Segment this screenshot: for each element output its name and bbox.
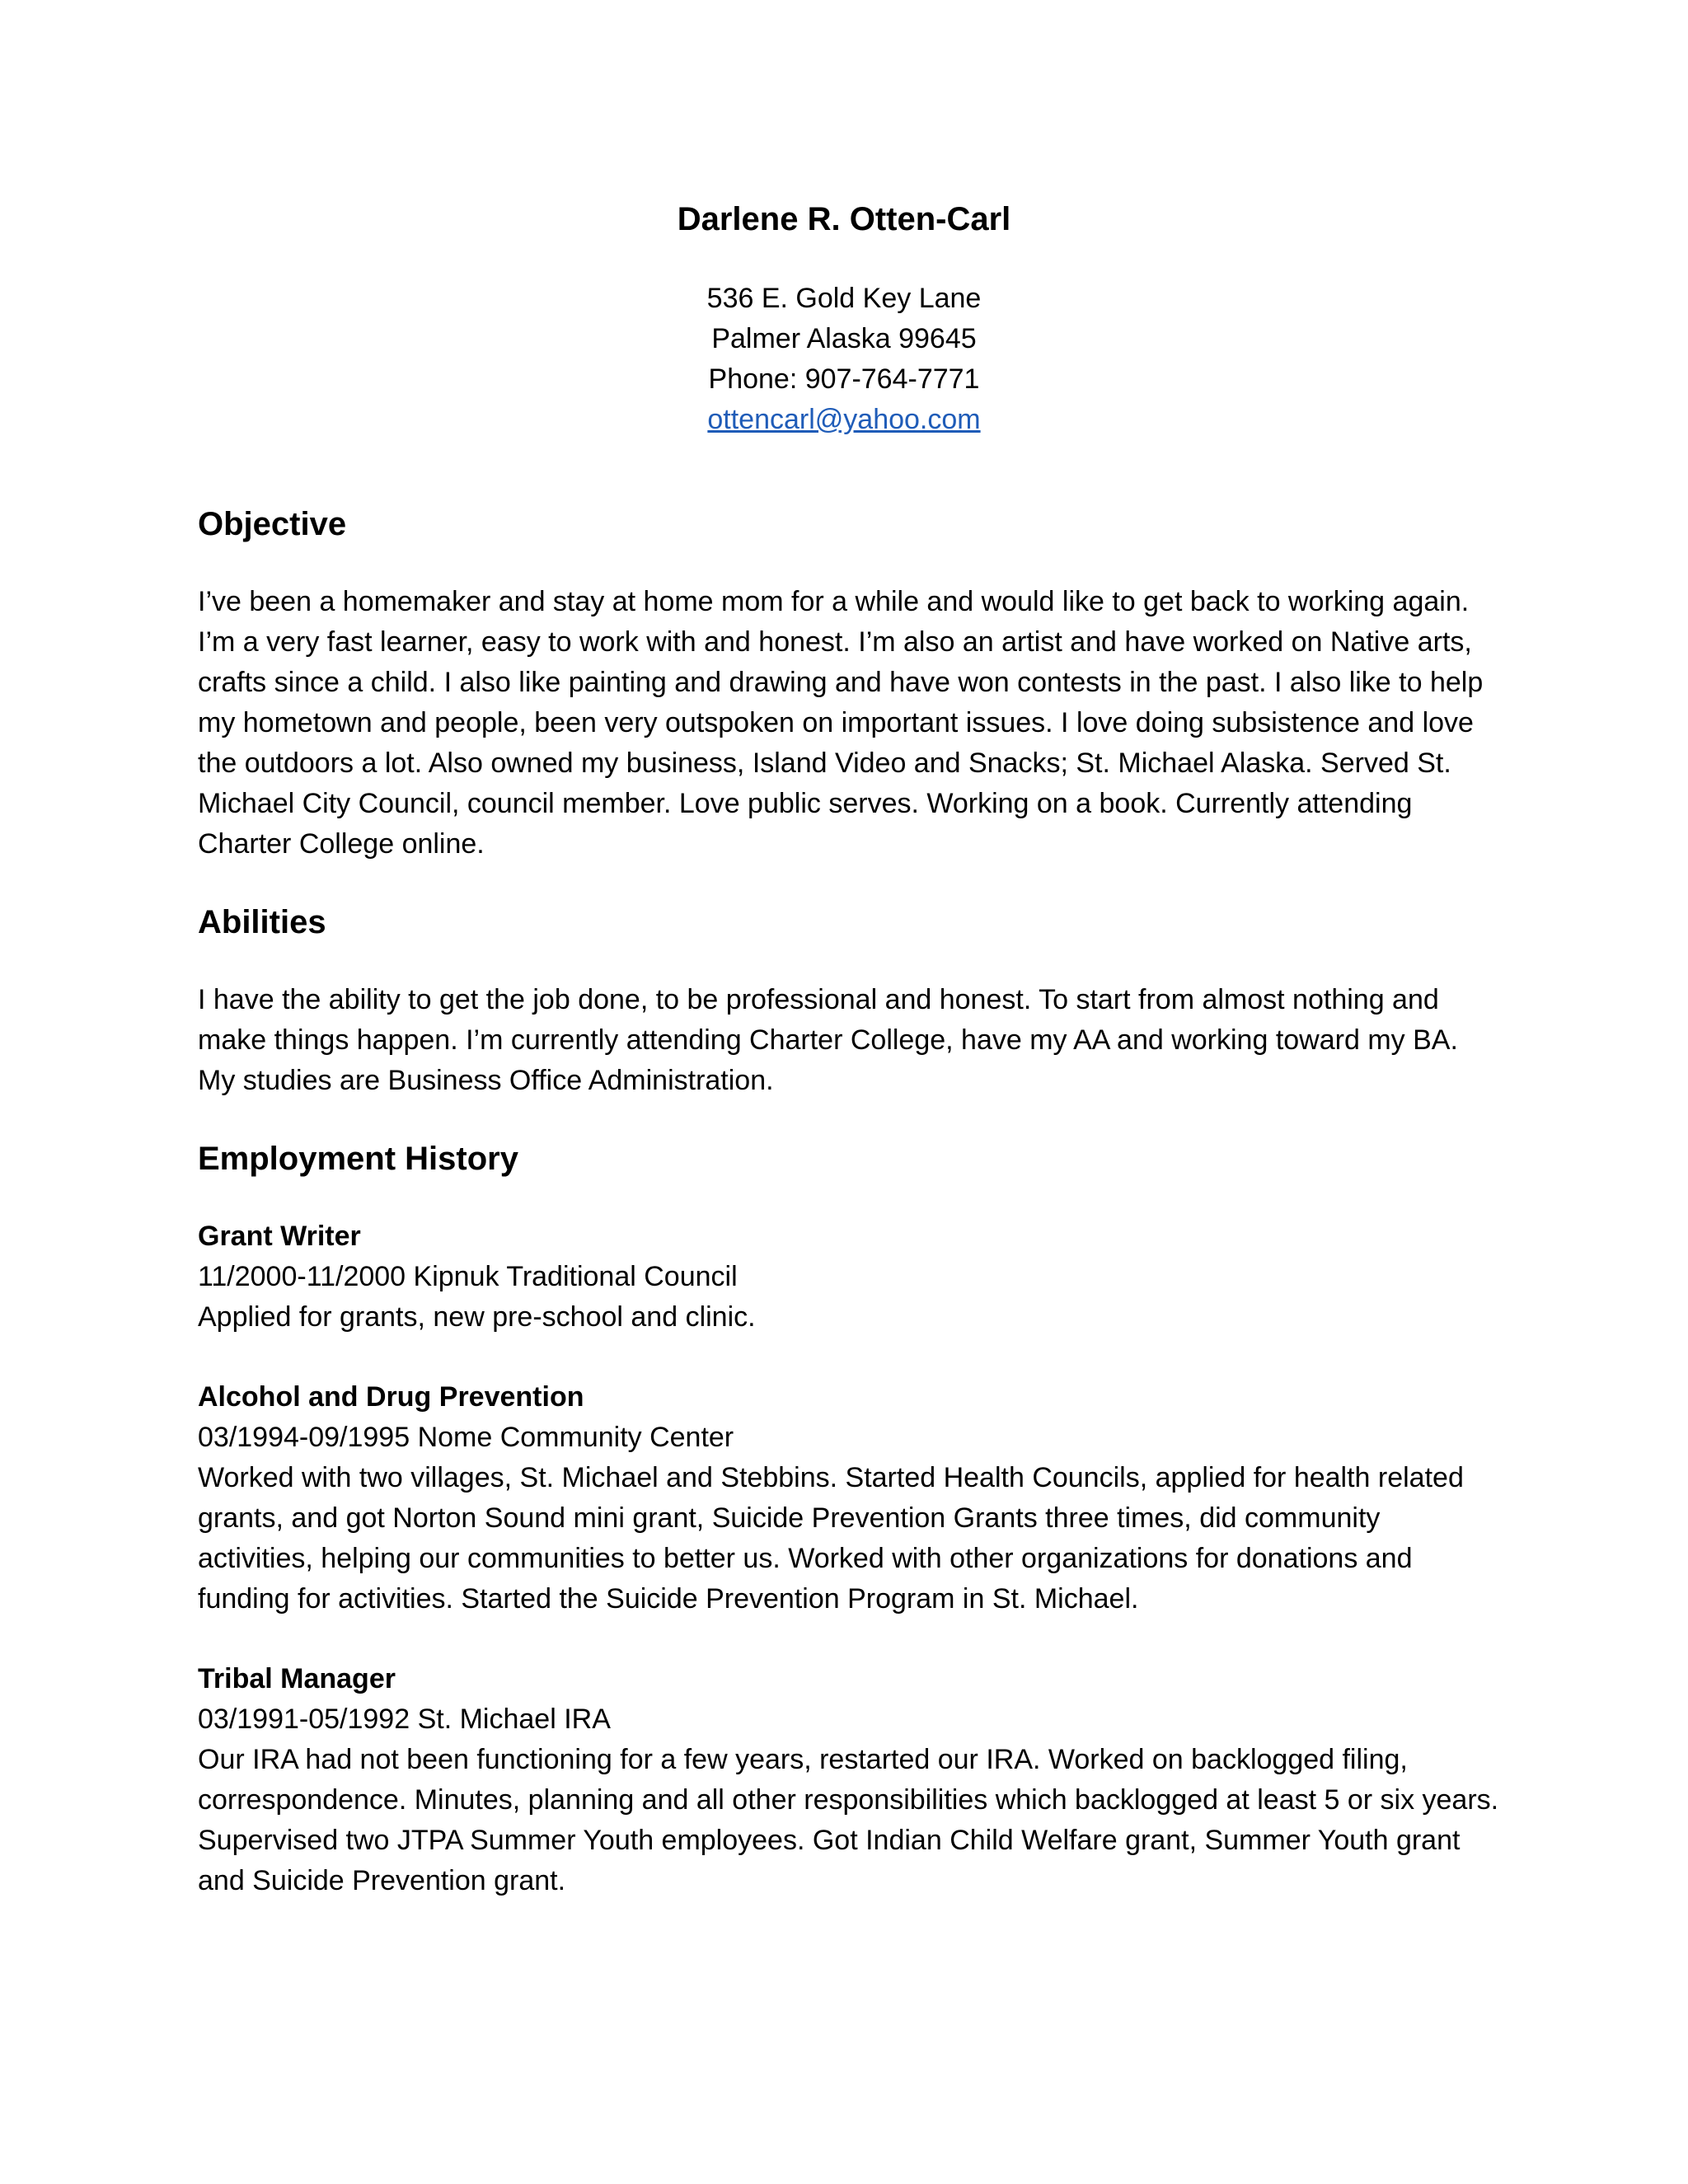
email-line bbox=[0, 400, 1688, 440]
abilities-heading: Abilities bbox=[198, 904, 326, 940]
job-dates-organization: 11/2000-11/2000 Kipnuk Traditional Council bbox=[198, 1261, 738, 1292]
objective-heading: Objective bbox=[198, 506, 347, 542]
resume-body bbox=[198, 503, 1500, 1941]
email-link[interactable]: ottencarl@yahoo.com bbox=[707, 404, 981, 435]
job-title: Tribal Manager bbox=[198, 1663, 396, 1694]
objective-text: I’ve been a homemaker and stay at home mom for a while and would like to get back to working again. I’m a very fast learner, easy to work with and honest. I’m also an artist and have worked on Native arts, crafts since a child. I also like painting and drawing and have won contests in the past. I also like to help my hometown and people, been very outspoken on important issues. I love doing subsistence and love the outdoors a lot. Also owned my business, Island Video and Snacks; St. Michael Alaska. Served St. Michael City Council, council member. Love public serves. Working on a book. Currently attending Charter College online. bbox=[198, 586, 1484, 860]
address-line-1: 536 E. Gold Key Lane bbox=[706, 283, 982, 314]
job-entry-tribal-manager bbox=[198, 1659, 1500, 1901]
job-title: Grant Writer bbox=[198, 1221, 361, 1252]
employment-section bbox=[198, 1137, 1500, 1901]
job-entry-alcohol-drug-prevention bbox=[198, 1377, 1500, 1619]
phone-number: Phone: 907-764-7771 bbox=[708, 363, 980, 395]
abilities-text: I have the ability to get the job done, to be professional and honest. To start from almost nothing and make things happen. I’m currently attending Charter College, have my AA and working toward my BA. My studies are Business Office Administration. bbox=[198, 984, 1458, 1096]
resume-header bbox=[0, 198, 1688, 440]
abilities-section bbox=[198, 901, 1500, 1101]
job-dates-organization: 03/1994-09/1995 Nome Community Center bbox=[198, 1422, 734, 1453]
applicant-name: Darlene R. Otten-Carl bbox=[677, 201, 1011, 237]
job-entry-grant-writer bbox=[198, 1216, 1500, 1338]
job-description: Worked with two villages, St. Michael and Stebbins. Started Health Councils, applied for health related grants, and got Norton Sound mini grant, Suicide Prevention Grants three times, did community activities, helping our communities to better us. Worked with other organizations for donations and funding for activities. Started the Suicide Prevention Program in St. Michael. bbox=[198, 1462, 1464, 1615]
job-description: Our IRA had not been functioning for a few years, restarted our IRA. Worked on backlogged filing, correspondence. Minutes, planning and all other responsibilities which backlogged at least 5 or six years. Supervised two JTPA Summer Youth employees. Got Indian Child Welfare grant, Summer Youth grant and Suicide Prevention grant. bbox=[198, 1744, 1499, 1896]
address-line-2: Palmer Alaska 99645 bbox=[711, 323, 977, 354]
job-title: Alcohol and Drug Prevention bbox=[198, 1381, 584, 1413]
job-description: Applied for grants, new pre-school and clinic. bbox=[198, 1301, 756, 1333]
objective-section bbox=[198, 503, 1500, 865]
employment-heading: Employment History bbox=[198, 1141, 518, 1177]
job-dates-organization: 03/1991-05/1992 St. Michael IRA bbox=[198, 1704, 611, 1735]
